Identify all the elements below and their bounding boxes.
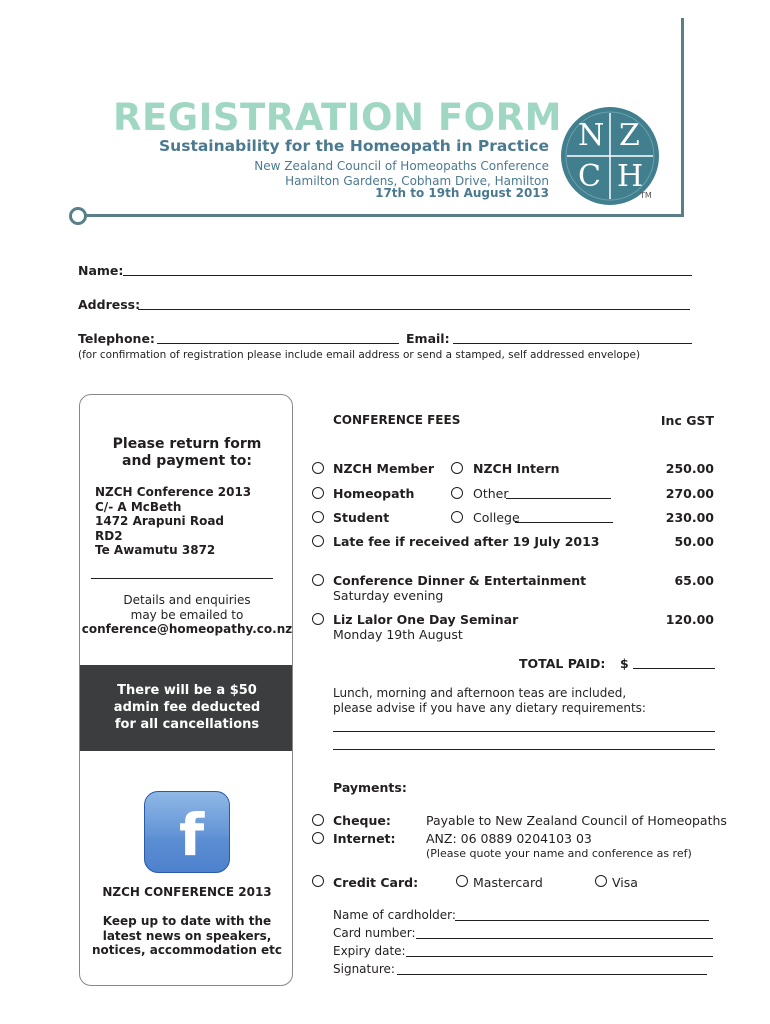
- amount-member: 250.00: [665, 461, 714, 476]
- dietary-field-1[interactable]: [333, 731, 715, 732]
- address-line-3: 1472 Arapuni Road: [95, 514, 225, 529]
- email-field[interactable]: [453, 343, 692, 344]
- form-title: REGISTRATION FORM: [113, 96, 562, 139]
- updates-text: [80, 914, 293, 958]
- telephone-label: Telephone:: [78, 331, 155, 346]
- card-number-label: Card number:: [333, 926, 416, 940]
- enquiries-line2: may be emailed to: [130, 607, 244, 622]
- college-field[interactable]: [515, 522, 613, 523]
- conference-name-line: New Zealand Council of Homeopaths Conference: [254, 159, 549, 173]
- internet-note: (Please quote your name and conference as ref): [426, 847, 692, 860]
- other-label: Other: [473, 486, 509, 501]
- radio-internet[interactable]: [312, 832, 324, 844]
- seminar-label: Liz Lalor One Day Seminar: [333, 612, 519, 627]
- cheque-text: Payable to New Zealand Council of Homeopaths: [426, 813, 727, 828]
- enquiries-line1: Details and enquiries: [123, 593, 251, 607]
- amount-dinner: 65.00: [674, 573, 714, 588]
- fees-heading: CONFERENCE FEES: [333, 413, 461, 427]
- return-address: [95, 485, 251, 558]
- mastercard-label: Mastercard: [473, 875, 543, 890]
- amount-student: 230.00: [665, 510, 714, 525]
- payments-heading: Payments:: [333, 780, 407, 795]
- credit-card-label: Credit Card:: [333, 875, 419, 890]
- conference-details: [254, 159, 549, 188]
- admin-fee-line3: for all cancellations: [114, 717, 260, 732]
- dinner-sub: Saturday evening: [333, 588, 444, 603]
- expiry-label: Expiry date:: [333, 944, 406, 958]
- dinner-label: Conference Dinner & Entertainment: [333, 573, 587, 588]
- address-line-4: RD2: [95, 528, 123, 543]
- card-number-field[interactable]: [416, 938, 713, 939]
- header-frame-horizontal: [86, 214, 684, 217]
- return-heading: [80, 436, 293, 470]
- trademark-mark: TM: [640, 191, 652, 200]
- total-currency: $: [620, 656, 629, 671]
- nzch-intern-label: NZCH Intern: [473, 461, 560, 476]
- homeopath-label: Homeopath: [333, 486, 415, 501]
- radio-student[interactable]: [312, 511, 324, 523]
- other-field[interactable]: [506, 498, 611, 499]
- logo-letter-z: Z: [619, 118, 640, 153]
- total-label: TOTAL PAID:: [519, 656, 606, 671]
- dietary-field-2[interactable]: [333, 749, 715, 750]
- radio-dinner[interactable]: [312, 574, 324, 586]
- address-label: Address:: [78, 297, 141, 312]
- signature-field[interactable]: [397, 974, 707, 975]
- expiry-field[interactable]: [406, 956, 713, 957]
- internet-text: ANZ: 06 0889 0204103 03: [426, 831, 592, 846]
- seminar-sub: Monday 19th August: [333, 627, 463, 642]
- admin-fee-line1: There will be a $50: [117, 683, 257, 698]
- amount-seminar: 120.00: [665, 612, 714, 627]
- name-label: Name:: [78, 263, 124, 278]
- dietary-line1: Lunch, morning and afternoon teas are included,: [333, 686, 627, 700]
- sidebar-divider: [91, 578, 273, 579]
- radio-homeopath[interactable]: [312, 487, 324, 499]
- address-line-2: C/- A McBeth: [95, 499, 182, 514]
- admin-fee-line2: admin fee deducted: [113, 700, 261, 715]
- radio-mastercard[interactable]: [456, 875, 468, 887]
- cardholder-label: Name of cardholder:: [333, 908, 456, 922]
- amount-homeopath: 270.00: [665, 486, 714, 501]
- student-label: Student: [333, 510, 390, 525]
- header-frame-dot: [69, 207, 87, 225]
- address-line-5: Te Awamutu 3872: [95, 543, 216, 558]
- radio-credit-card[interactable]: [312, 875, 324, 887]
- radio-visa[interactable]: [595, 875, 607, 887]
- confirmation-note: (for confirmation of registration please include email address or send a stamped, self addressed envelope): [78, 349, 641, 361]
- radio-seminar[interactable]: [312, 613, 324, 625]
- late-fee-label: Late fee if received after 19 July 2013: [333, 534, 600, 549]
- return-heading-line1: Please return form: [112, 436, 262, 452]
- cardholder-field[interactable]: [455, 920, 709, 921]
- radio-cheque[interactable]: [312, 814, 324, 826]
- radio-college[interactable]: [451, 511, 463, 523]
- enquiries-text: [80, 593, 293, 637]
- return-heading-line2: and payment to:: [122, 453, 252, 469]
- logo-letter-c: C: [578, 159, 601, 194]
- updates-line3: notices, accommodation etc: [91, 943, 283, 958]
- cheque-label: Cheque:: [333, 813, 391, 828]
- total-field[interactable]: [633, 668, 715, 669]
- conference-dates: 17th to 19th August 2013: [375, 186, 549, 200]
- logo-letter-h: H: [617, 159, 644, 194]
- updates-line1: Keep up to date with the: [102, 914, 272, 928]
- internet-label: Internet:: [333, 831, 396, 846]
- header-frame-vertical: [681, 18, 684, 216]
- name-field[interactable]: [123, 275, 692, 276]
- address-line-1: NZCH Conference 2013: [95, 485, 252, 499]
- signature-label: Signature:: [333, 962, 395, 976]
- conference-name: NZCH CONFERENCE 2013: [102, 885, 272, 899]
- radio-nzch-intern[interactable]: [451, 462, 463, 474]
- radio-other[interactable]: [451, 487, 463, 499]
- email-label: Email:: [406, 331, 450, 346]
- conference-subtitle: Sustainability for the Homeopath in Practice: [159, 137, 549, 155]
- facebook-icon-letter: f: [179, 801, 205, 869]
- conference-venue-line: Hamilton Gardens, Cobham Drive, Hamilton: [285, 173, 549, 188]
- college-label: College: [473, 510, 520, 525]
- amount-late: 50.00: [674, 534, 714, 549]
- nzch-member-label: NZCH Member: [333, 461, 435, 476]
- admin-fee-banner: [80, 665, 293, 751]
- visa-label: Visa: [612, 875, 638, 890]
- updates-line2: latest news on speakers,: [102, 928, 272, 943]
- gst-heading: Inc GST: [660, 413, 714, 428]
- radio-nzch-member[interactable]: [312, 462, 324, 474]
- address-field[interactable]: [138, 309, 690, 310]
- telephone-field[interactable]: [157, 343, 399, 344]
- sidebar-panel: [79, 394, 293, 986]
- enquiries-email-link[interactable]: conference@homeopathy.co.nz: [81, 622, 293, 637]
- facebook-icon[interactable]: [144, 791, 230, 873]
- radio-late-fee[interactable]: [312, 535, 324, 547]
- logo-letter-n: N: [578, 118, 605, 153]
- dietary-line2: please advise if you have any dietary requirements:: [333, 701, 646, 715]
